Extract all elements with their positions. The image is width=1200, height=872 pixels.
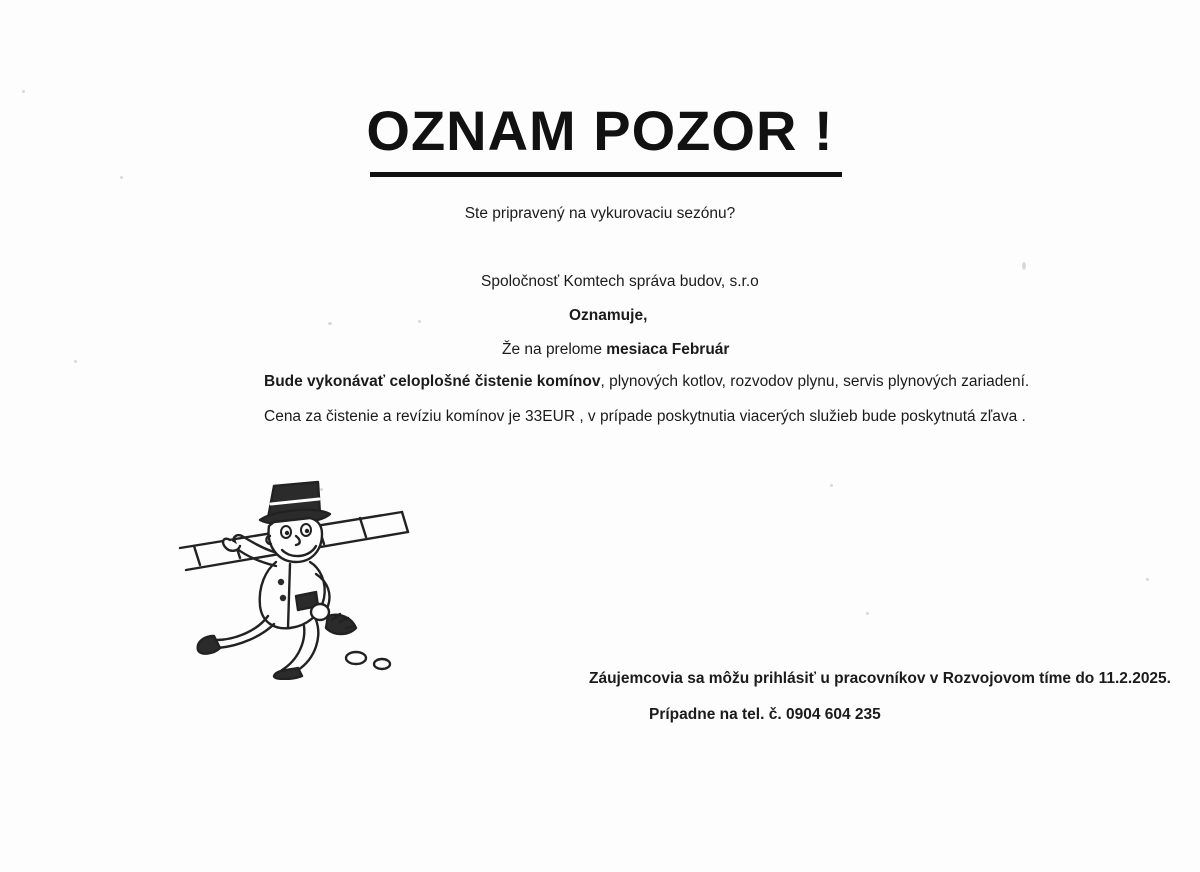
scan-speck (1146, 578, 1149, 581)
scan-speck (418, 320, 421, 323)
title-underline (370, 172, 842, 177)
scan-speck (328, 322, 332, 325)
timing-month: mesiaca Február (606, 341, 730, 358)
chimney-sweep-illustration (170, 470, 430, 670)
services-rest: , plynových kotlov, rozvodov plynu, servis plynových zariadení. (600, 373, 1030, 390)
phone-line: Prípadne na tel. č. 0904 604 235 (649, 706, 881, 723)
timing-line (502, 340, 729, 360)
scan-speck (866, 612, 869, 615)
scan-speck (22, 90, 25, 93)
scan-speck (74, 360, 77, 363)
price-line: Cena za čistenie a revíziu komínov je 33EUR , v prípade poskytnutia viacerých služieb bude poskytnutá zľava . (264, 408, 1026, 425)
intro-question: Ste pripravený na vykurovaciu sezónu? (464, 205, 736, 222)
company-name: Spoločnosť Komtech správa budov, s.r.o (481, 273, 759, 290)
signup-line: Záujemcovia sa môžu prihlásiť u pracovníkov v Rozvojovom tíme do 11.2.2025. (589, 670, 1171, 687)
page-title: OZNAM POZOR ! (366, 99, 834, 162)
services-highlight: Bude vykonávať celoplošné čistenie komínov (264, 373, 601, 390)
scan-speck (830, 484, 833, 487)
announces-label: Oznamuje, (569, 307, 648, 324)
timing-prefix: Že na prelome (502, 341, 607, 358)
scan-speck (120, 176, 123, 179)
scan-speck (1022, 262, 1026, 270)
services-line (264, 372, 1029, 392)
